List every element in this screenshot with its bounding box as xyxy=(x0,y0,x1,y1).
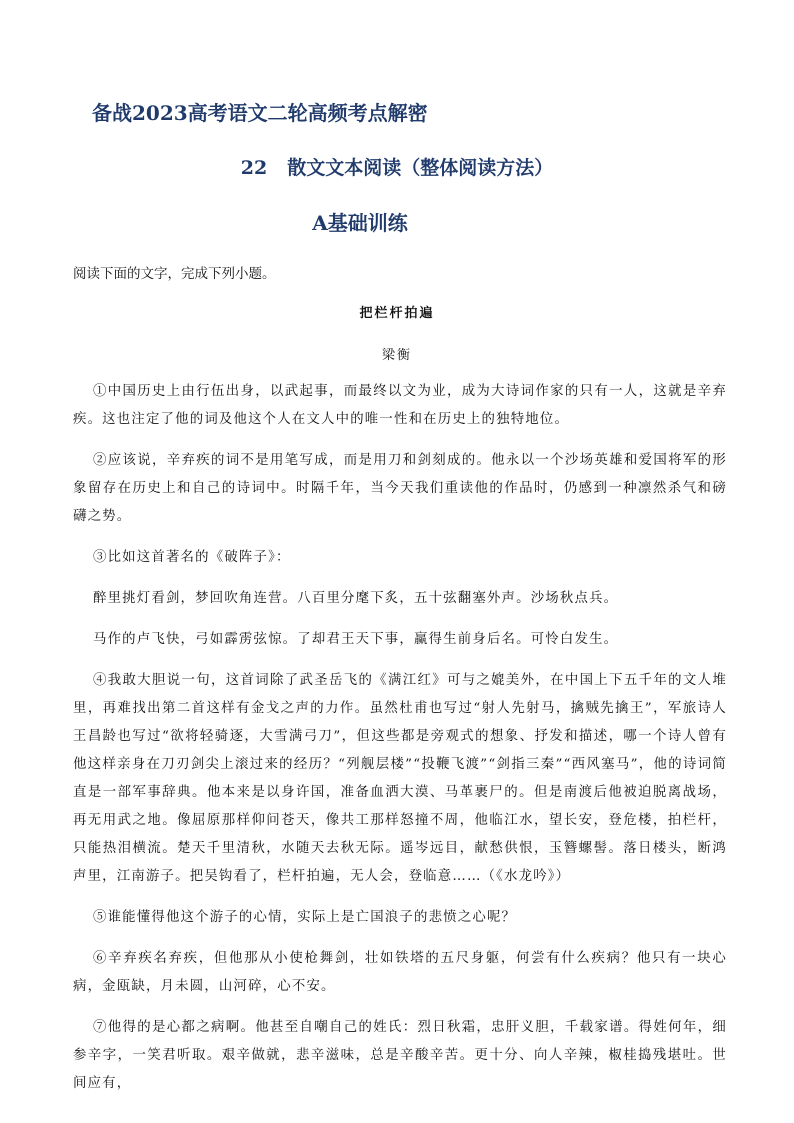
poem-line-1: 醉里挑灯看剑，梦回吹角连营。八百里分麾下炙，五十弦翻塞外声。沙场秋点兵。 xyxy=(93,591,619,606)
essay-body xyxy=(73,378,727,1109)
topic-number: 22 xyxy=(240,157,268,179)
document-main-title: 备战2023高考语文二轮高频考点解密 xyxy=(92,101,428,125)
essay-paragraph-4: ④我敢大胆说一句，这首词除了武圣岳飞的《满江红》可与之媲美外，在中国上下五千年的文人堆里，再难找出第二首这样有金戈之声的力作。虽然杜甫也写过“射人先射马，擒贼先擒王”，军旅诗人王昌龄也写过“欲将轻骑逐，大雪满弓刀”，但这些都是旁观式的想象、抒发和描述，哪一个诗人曾有他这样亲身在刀刃剑尖上滚过来的经历？“列舰层楼”“投鞭飞渡”“剑指三秦”“西风塞马”，他的诗词简直是一部军事辞典。他本来是以身许国，准备血洒大漠、马革裹尸的。但是南渡后他被迫脱离战场，再无用武之地。像屈原那样仰问苍天，像共工那样怒撞不周，他临江水，望长安，登危楼，拍栏杆，只能热泪横流。楚天千里清秋，水随天去秋无际。遥岑远目，献愁供恨，玉簪螺髻。落日楼头，断鸿声里，江南游子。把吴钩看了，栏杆拍遍，无人会，登临意……（《水龙吟》） xyxy=(73,673,727,884)
reading-instruction: 阅读下面的文字，完成下列小题。 xyxy=(73,266,276,282)
essay-paragraph-5: ⑤谁能懂得他这个游子的心情，实际上是亡国浪子的悲愤之心呢？ xyxy=(93,910,517,925)
topic-title-text: 散文文本阅读（整体阅读方法） xyxy=(287,157,554,179)
essay-paragraph-1: ①中国历史上由行伍出身，以武起事，而最终以文为业，成为大诗词作家的只有一人，这就是辛弃疾。这也注定了他的词及他这个人在文人中的唯一性和在历史上的独特地位。 xyxy=(73,384,727,427)
essay-paragraph-2: ②应该说，辛弃疾的词不是用笔写成，而是用刀和剑刻成的。他永以一个沙场英雄和爱国将军的形象留存在历史上和自己的诗词中。时隔千年，当今天我们重读他的作品时，仍感到一种凛然杀气和磅礴之势。 xyxy=(73,453,727,524)
essay-paragraph-6: ⑥辛弃疾名弃疾，但他那从小使枪舞剑，壮如铁塔的五尺身躯，何尝有什么疾病？他只有一块心病，金瓯缺，月未圆，山河碎，心不安。 xyxy=(73,951,727,994)
essay-paragraph-3: ③比如这首著名的《破阵子》： xyxy=(93,550,291,565)
topic-title xyxy=(0,153,794,180)
essay-title: 把栏杆拍遍 xyxy=(359,306,435,321)
essay-paragraph-7: ⑦他得的是心都之病啊。他甚至自嘲自己的姓氏：烈日秋霜，忠肝义胆，千载家谱。得姓何年，细参辛字，一笑君听取。艰辛做就，悲辛滋味，总是辛酸辛苦。更十分、向人辛辣，椒桂捣残堪吐。世间应有， xyxy=(73,1020,727,1091)
essay-author: 梁衡 xyxy=(381,348,412,363)
section-title: A基础训练 xyxy=(312,211,408,235)
poem-line-2: 马作的卢飞快，弓如霹雳弦惊。了却君王天下事，赢得生前身后名。可怜白发生。 xyxy=(93,632,619,647)
